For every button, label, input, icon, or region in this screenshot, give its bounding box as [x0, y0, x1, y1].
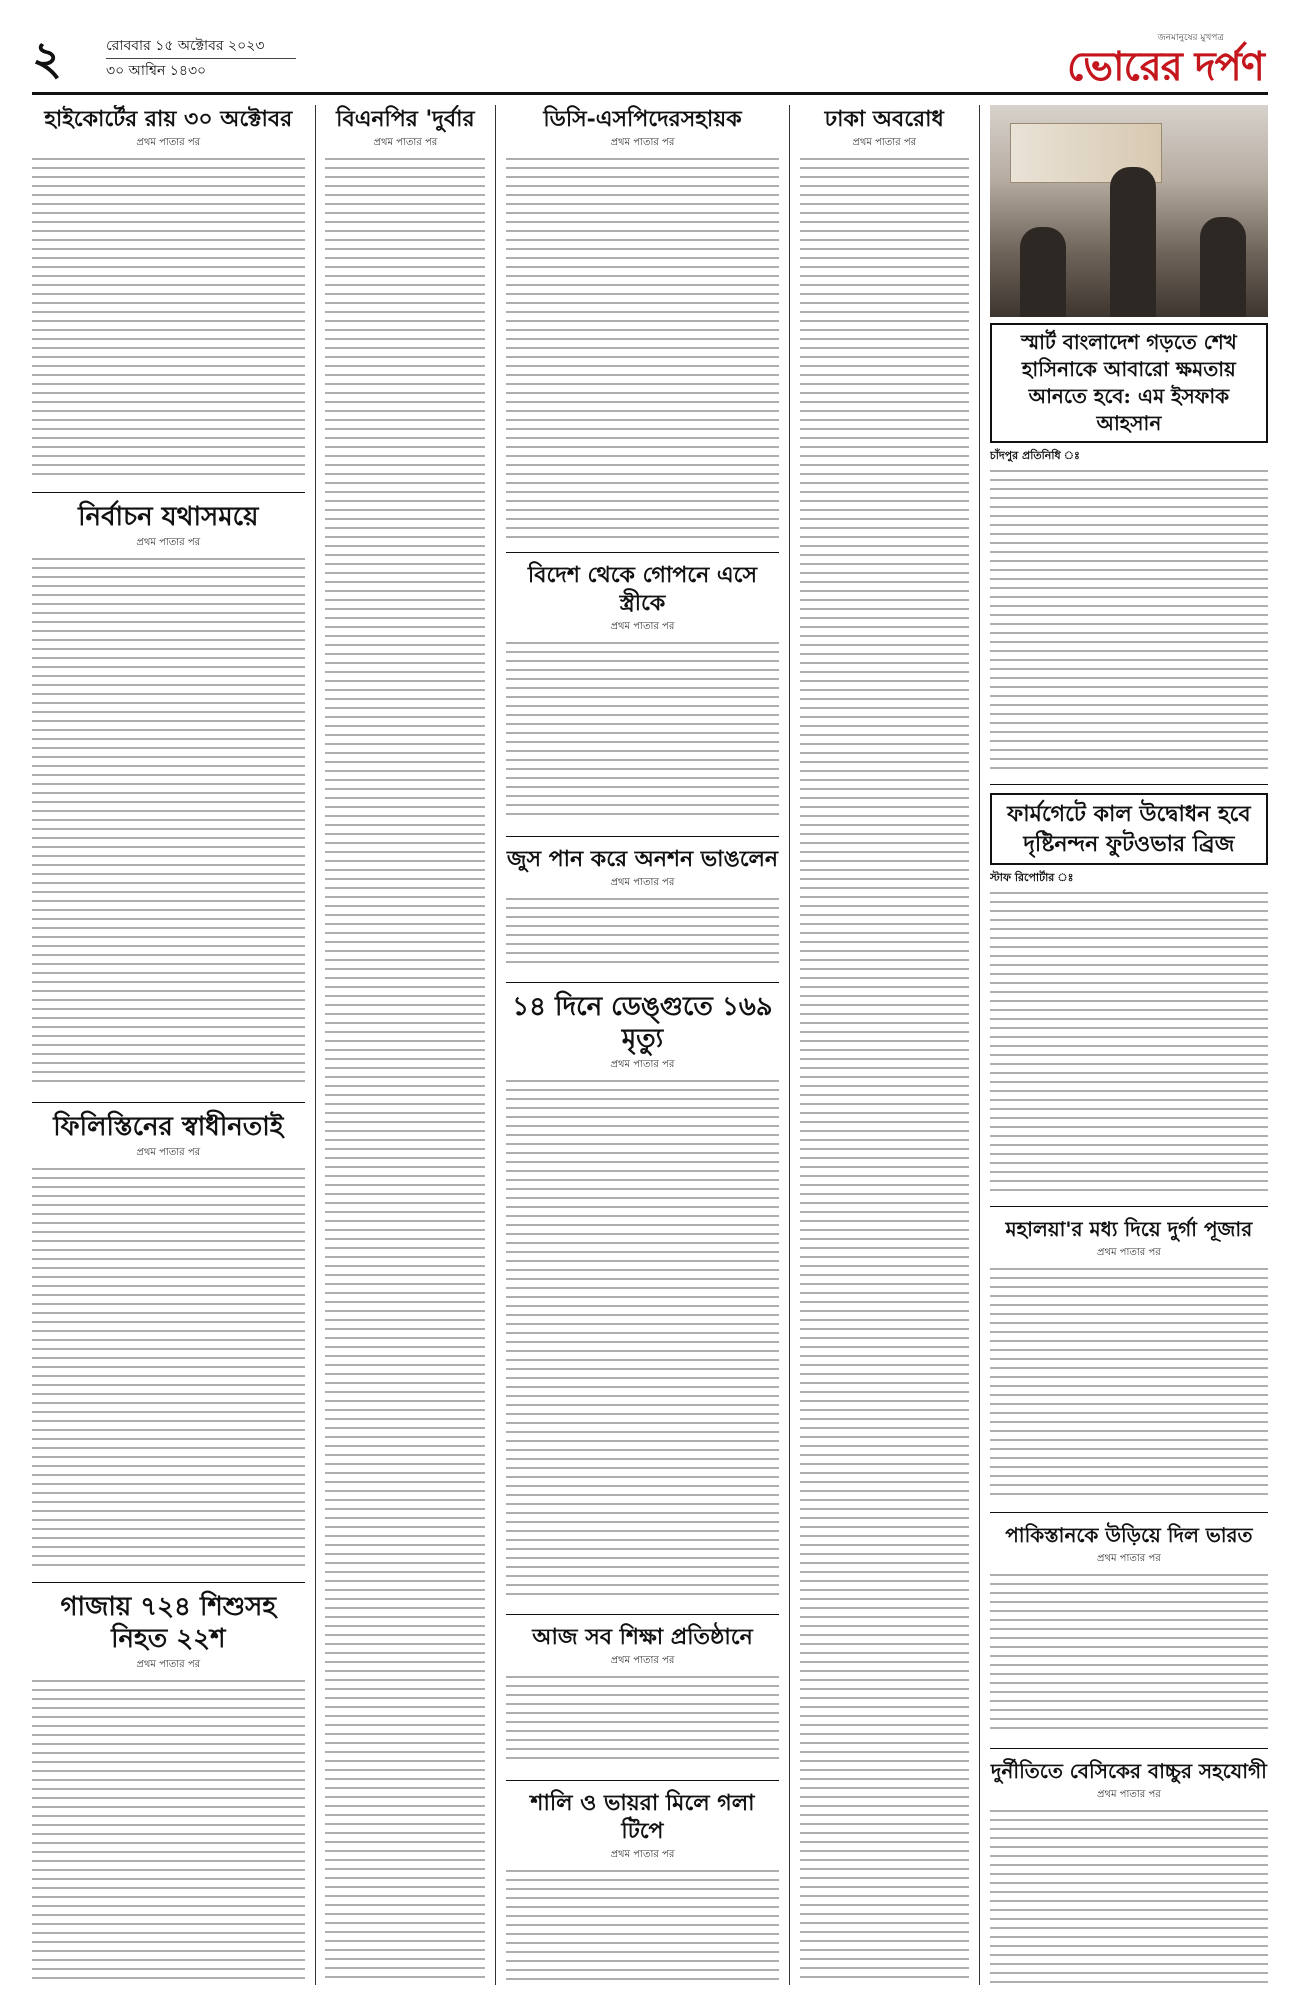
story-dc-sp [506, 105, 779, 538]
headline: ঢাকা অবরোধ [824, 106, 944, 132]
article-body [990, 470, 1268, 770]
story-schools [506, 1623, 779, 1766]
article-body [506, 158, 779, 538]
article-body [32, 1168, 305, 1568]
divider [506, 552, 779, 553]
story-mahalaya [990, 1215, 1268, 1498]
divider [990, 1512, 1268, 1513]
issue-dates [106, 36, 296, 81]
news-photo [990, 105, 1268, 317]
story-pakistan [990, 1521, 1268, 1734]
continued-label: প্রথম পাতার পর [610, 621, 675, 632]
continued-label: প্রথম পাতার পর [1097, 1247, 1161, 1258]
headline: ফিলিস্তিনের স্বাধীনতাই [53, 1112, 284, 1142]
continued-label: প্রথম পাতার পর [136, 1147, 201, 1158]
column-3 [506, 105, 779, 1985]
story-strangled [506, 1789, 779, 1985]
date-divider [106, 58, 296, 59]
page-number: ২ [32, 31, 62, 85]
headline: মহালয়া'র মধ্য দিয়ে দুর্গা পূজার [1005, 1217, 1253, 1241]
story-election [32, 501, 305, 1088]
divider [506, 1780, 779, 1781]
continued-label: প্রথম পাতার পর [373, 137, 438, 148]
column-1 [32, 105, 305, 1985]
headline: ফার্মগেটে কাল উদ্বোধন হবে দৃষ্টিনন্দন ফুটওভার ব্রিজ [990, 793, 1268, 865]
column-4 [800, 105, 969, 1985]
story-wife [506, 561, 779, 822]
newspaper-logo: ভোরের দর্পণ [1067, 43, 1264, 90]
continued-label: প্রথম পাতার পর [610, 877, 675, 888]
article-body [506, 1676, 779, 1766]
headline: ডিসি-এসপিদেরসহায়ক [543, 106, 742, 132]
article-body [990, 1268, 1268, 1498]
article-body [506, 1080, 779, 1600]
article-body [990, 892, 1268, 1192]
story-gaza [32, 1591, 305, 1985]
story-palestine [32, 1111, 305, 1568]
photo-figure [1110, 167, 1156, 317]
divider [990, 1748, 1268, 1749]
headline: দুর্নীতিতে বেসিকের বাচ্চুর সহযোগী [990, 1759, 1267, 1783]
story-dengue [506, 991, 779, 1600]
divider [990, 1206, 1268, 1207]
article-body [506, 898, 779, 968]
continued-label: প্রথম পাতার পর [610, 1849, 675, 1860]
divider [32, 1582, 305, 1583]
column-2 [325, 105, 485, 1985]
article-body [325, 158, 485, 1978]
article-body [990, 1574, 1268, 1734]
date-gregorian: রোববার ১৫ অক্টোবর ২০২৩ [106, 38, 265, 54]
story-bnp [325, 105, 485, 1978]
story-smart-bangladesh [990, 323, 1268, 770]
column-rule [315, 105, 316, 1985]
continued-label: প্রথম পাতার পর [1097, 1553, 1161, 1564]
photo-figure [1200, 217, 1246, 317]
story-juice [506, 845, 779, 968]
headline: শালি ও ভায়রা মিলে গলা টিপে [530, 1790, 755, 1844]
continued-label: প্রথম পাতার পর [136, 1659, 201, 1670]
divider [506, 982, 779, 983]
headline: স্মার্ট বাংলাদেশ গড়তে শেখ হাসিনাকে আবারো ক্ষমতায় আনতে হবে: এম ইসফাক আহসান [990, 323, 1268, 443]
article-body [506, 642, 779, 822]
date-bangla: ৩০ আশ্বিন ১৪৩০ [106, 63, 207, 79]
column-rule [495, 105, 496, 1985]
headline: পাকিস্তানকে উড়িয়ে দিল ভারত [1005, 1523, 1253, 1547]
divider [32, 492, 305, 493]
headline: বিদেশ থেকে গোপনে এসে স্ত্রীকে [527, 562, 757, 616]
column-rule [789, 105, 790, 1985]
story-high-court [32, 105, 305, 478]
brand-slogan: জনমানুষের মুখপত্র [1157, 33, 1224, 43]
headline: বিএনপির 'দুর্বার [336, 106, 475, 132]
continued-label: প্রথম পাতার পর [610, 137, 675, 148]
story-dhaka [800, 105, 969, 1978]
continued-label: প্রথম পাতার পর [136, 137, 201, 148]
masthead [32, 30, 1268, 95]
column-5 [990, 105, 1268, 1985]
continued-label: প্রথম পাতার পর [610, 1059, 675, 1070]
continued-label: প্রথম পাতার পর [852, 137, 917, 148]
article-body [990, 1810, 1268, 1985]
story-farmgate [990, 793, 1268, 1192]
divider [32, 1102, 305, 1103]
continued-label: প্রথম পাতার পর [136, 537, 201, 548]
byline: স্টাফ রিপোর্টার ঃ [989, 871, 1074, 884]
divider [506, 1614, 779, 1615]
story-basic-bank [990, 1757, 1268, 1985]
headline: ১৪ দিনে ডেঙ্গুতে ১৬৯ মৃত্যু [512, 992, 773, 1054]
photo-figure [1020, 227, 1066, 317]
byline: চাঁদপুর প্রতিনিধি ঃ [989, 449, 1080, 462]
headline: হাইকোর্টের রায় ৩০ অক্টোবর [44, 106, 293, 132]
headline: গাজায় ৭২৪ শিশুসহ নিহত ২২শ [60, 1592, 277, 1654]
newspaper-brand [1067, 30, 1264, 89]
continued-label: প্রথম পাতার পর [610, 1655, 675, 1666]
column-rule [979, 105, 980, 1985]
divider [506, 836, 779, 837]
article-body [506, 1870, 779, 1985]
article-body [800, 158, 969, 1978]
columns [32, 105, 1268, 1985]
article-body [32, 158, 305, 478]
headline: নির্বাচন যথাসময়ে [78, 502, 259, 532]
divider [990, 784, 1268, 785]
headline: আজ সব শিক্ষা প্রতিষ্ঠানে [532, 1624, 753, 1650]
continued-label: প্রথম পাতার পর [1097, 1789, 1161, 1800]
article-body [32, 1680, 305, 1985]
article-body [32, 558, 305, 1088]
headline: জুস পান করে অনশন ভাঙলেন [506, 846, 779, 872]
